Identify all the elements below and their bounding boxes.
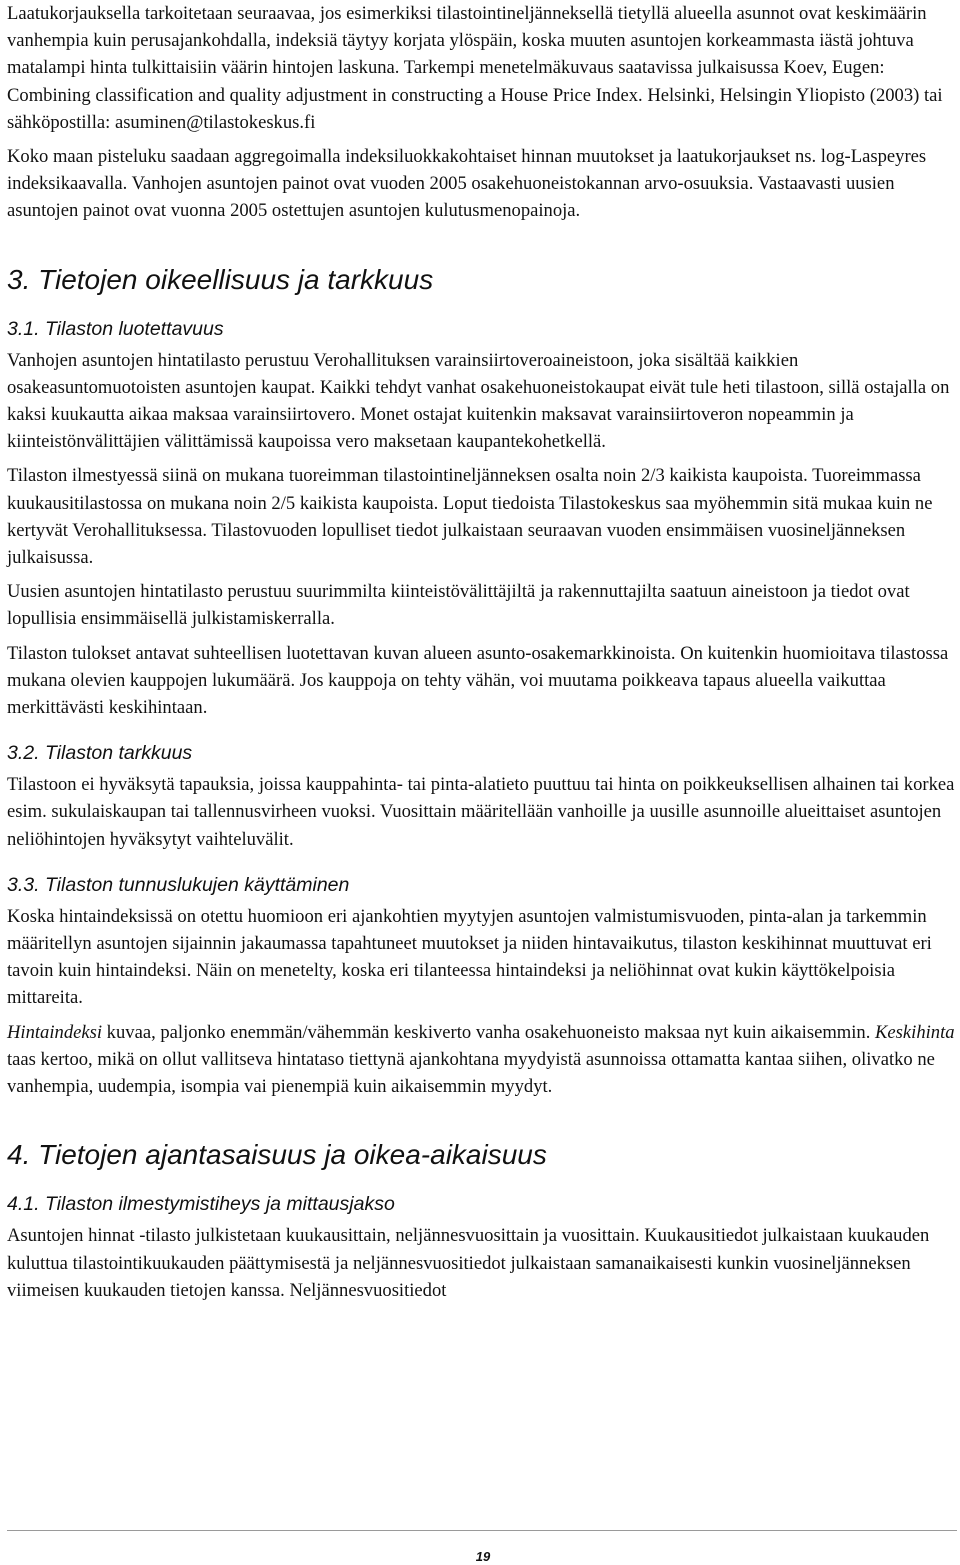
paragraph-3-2-a: Tilastoon ei hyväksytä tapauksia, joissa kauppahinta- tai pinta-alatieto puuttuu tai hinta on poikkeuksellisen alhainen tai korkea esim. sukulaiskaupan tai tallennusvirheen vuoksi. Vuosittain määritellään vanhoille ja uusille asunnoille alueittaiset asuntojen neliöhintojen hyväksytyt vaihteluvälit.: [7, 774, 955, 850]
paragraph-aggregation: Koko maan pisteluku saadaan aggregoimalla indeksiluokkakohtaiset hinnan muutokset ja laatukorjaukset ns. log-Laspeyres indeksikaavalla. Vanhojen asuntojen painot ovat vuoden 2005 osakehuoneistokannan arvo-osuuksia. Vastaavasti uusien asuntojen painot ovat vuonna 2005 ostettujen asuntojen kulutusmenopainoja.: [7, 146, 927, 222]
section-heading-4: 4. Tietojen ajantasaisuus ja oikea-aikaisuus: [7, 1139, 547, 1171]
footer-divider: [7, 1530, 957, 1531]
document-page: [7, 0, 957, 1304]
paragraph-quality-adjustment: Laatukorjauksella tarkoitetaan seuraavaa, jos esimerkiksi tilastointineljänneksellä tietyllä alueella asunnot ovat keskimäärin vanhempia kuin perusajankohdalla, indeksiä täytyy korjata ylöspäin, koska muuten asuntojen korkeammasta iästä johtuva matalampi hinta tulkittaisiin väärin hintojen laskuna. Tarkempi menetelmäkuvaus saatavissa julkaisussa Koev, Eugen: Combining classification and quality adjustment in constructing a House Price Index. Helsinki, Helsingin Yliopisto (2003) tai sähköpostilla: asuminen@tilastokeskus.fi: [7, 3, 943, 133]
paragraph-3-3-b-text1: kuvaa, paljonko enemmän/vähemmän keskiverto vanha osakehuoneisto maksaa nyt kuin aikaisemmin.: [102, 1021, 876, 1043]
paragraph-3-1-b: Tilaston ilmestyessä siinä on mukana tuoreimman tilastointineljänneksen osalta noin 2/3 kaikista kaupoista. Tuoreimmassa kuukausitilastossa on mukana noin 2/5 kaikista kaupoista. Loput tiedoista Tilastokeskus saa myöhemmin sitä mukaa kuin ne kertyvät Verohallituksessa. Tilastovuoden lopulliset tiedot julkaistaan seuraavan vuoden ensimmäisen vuosineljänneksen julkaisussa.: [7, 465, 933, 569]
subsection-heading-3-1: 3.1. Tilaston luotettavuus: [7, 317, 224, 340]
subsection-heading-4-1: 4.1. Tilaston ilmestymistiheys ja mittausjakso: [7, 1193, 395, 1216]
paragraph-3-1-c: Uusien asuntojen hintatilasto perustuu suurimmilta kiinteistövälittäjiltä ja rakennuttajilta saatuun aineistoon ja tiedot ovat lopullisia ensimmäisellä julkistamiskerralla.: [7, 581, 910, 630]
paragraph-3-3-a: Koska hintaindeksissä on otettu huomioon eri ajankohtien myytyjen asuntojen valmistumisvuoden, pinta-alan ja tarkemmin määritellyn asuntojen sijainnin jakaumassa tapahtuneet muutokset ja niiden hintavaikutus, tilaston keskihinnat muuttuvat eri tavoin kuin hintaindeksi. Näin on menetelty, koska eri tilanteessa hintaindeksi ja neliöhinnat ovat kukin käyttökelpoisia mittareita.: [7, 905, 932, 1009]
subsection-heading-3-3: 3.3. Tilaston tunnuslukujen käyttäminen: [7, 873, 350, 896]
paragraph-3-1-a: Vanhojen asuntojen hintatilasto perustuu Verohallituksen varainsiirtoveroaineistoon, joka sisältää kaikkien osakeasuntomuotoisten asuntojen kaupat. Kaikki tehdyt vanhat osakehuoneistokaupat eivät tule heti tilastoon, sillä ostajalla on kaksi kuukautta aikaa maksaa varainsiirtovero. Monet ostajat kuitenkin maksavat varainsiirtoveron nopeammin ja kiinteistönvälittäjien välittämissä kaupoissa vero maksetaan kaupantekohetkellä.: [7, 349, 950, 453]
term-hintaindeksi: Hintaindeksi: [7, 1021, 103, 1043]
page-number: 19: [475, 1549, 491, 1564]
paragraph-3-1-d: Tilaston tulokset antavat suhteellisen luotettavan kuvan alueen asunto-osakemarkkinoista. On kuitenkin huomioitava tilastossa mukana olevien kauppojen lukumäärä. Jos kauppoja on tehty vähän, voi muutama poikkeava tapaus alueella vaikuttaa merkittävästi keskihintaan.: [7, 642, 949, 719]
section-heading-3: 3. Tietojen oikeellisuus ja tarkkuus: [7, 263, 434, 295]
subsection-heading-3-2: 3.2. Tilaston tarkkuus: [7, 742, 193, 765]
paragraph-3-3-b: [7, 1019, 957, 1101]
paragraph-3-3-b-text2: taas kertoo, mikä on ollut vallitseva hintataso tiettynä ajankohtana myydyistä asunnoissa ottamatta kantaa siihen, olivatko ne vanhempia, uudempia, isompia vai pienempiä kuin aikaisemmin myydyt.: [7, 1048, 935, 1098]
term-keskihinta: Keskihinta: [875, 1021, 955, 1043]
paragraph-4-1-a: Asuntojen hinnat -tilasto julkistetaan kuukausittain, neljännesvuosittain ja vuosittain. Kuukausitiedot julkaistaan kuukauden kuluttua tilastointikuukauden päättymisestä ja neljännesvuositiedot julkaistaan samanaikaisesti kunkin vuosineljänneksen viimeisen kuukauden tietojen kanssa. Neljännesvuositiedot: [7, 1225, 930, 1301]
